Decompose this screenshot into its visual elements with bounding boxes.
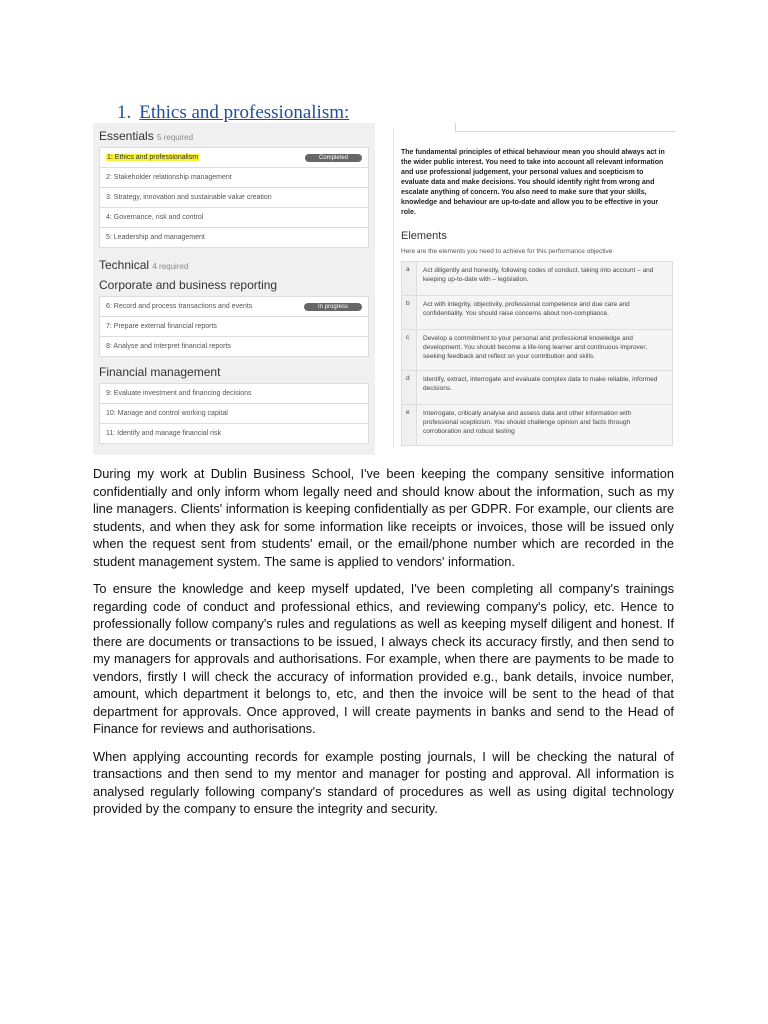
element-letter: b bbox=[402, 296, 416, 329]
elements-table bbox=[401, 261, 673, 446]
corporate-reporting-list bbox=[99, 296, 369, 357]
objective-item-3[interactable] bbox=[100, 188, 368, 208]
objective-item-6[interactable] bbox=[100, 297, 368, 317]
element-letter: d bbox=[402, 371, 416, 404]
tab-underline bbox=[455, 131, 675, 132]
element-letter: a bbox=[402, 262, 416, 295]
element-letter: c bbox=[402, 330, 416, 370]
objective-item-7[interactable] bbox=[100, 317, 368, 337]
status-badge-in-progress: In progress bbox=[304, 303, 362, 311]
objective-item-9[interactable] bbox=[100, 384, 368, 404]
panel-divider bbox=[393, 128, 394, 448]
objective-label: 1: Ethics and professionalism bbox=[107, 154, 199, 161]
essentials-required: 5 required bbox=[157, 133, 194, 142]
body-text bbox=[93, 465, 674, 828]
technical-title: Technical 4 required bbox=[99, 258, 189, 272]
status-badge-completed: Completed bbox=[305, 154, 362, 162]
heading-number: 1. bbox=[117, 102, 132, 123]
embedded-screenshot bbox=[93, 123, 677, 455]
objective-label: 7: Prepare external financial reports bbox=[106, 323, 217, 330]
objective-item-10[interactable] bbox=[100, 404, 368, 424]
element-row bbox=[402, 405, 672, 445]
objective-item-1[interactable] bbox=[100, 148, 368, 168]
element-text: Identify, extract, interrogate and evaluate complex data to make reliable, informed decisions. bbox=[416, 371, 672, 404]
objective-intro: The fundamental principles of ethical behaviour mean you should always act in the wider public interest. You need to take into account all relevant information and use professional judgement, your personal values and scepticism to evaluate data and make decisions. You should identify right from wrong and escalate anything of concern. You also need to make sure that your skills, knowledge and behaviour are up-to-date and allow you to be effective in your role. bbox=[401, 149, 665, 216]
element-row bbox=[402, 262, 672, 296]
element-text: Act diligently and honestly, following codes of conduct, taking into account – and keeping up-to-date with – legislation. bbox=[416, 262, 672, 295]
objective-label: 9: Evaluate investment and financing decisions bbox=[106, 390, 252, 397]
objectives-panel bbox=[93, 123, 375, 455]
objective-item-2[interactable] bbox=[100, 168, 368, 188]
objective-item-8[interactable] bbox=[100, 337, 368, 356]
paragraph-accounting-records: When applying accounting records for example posting journals, I will be checking the natural of transactions and then send to my mentor and manager for posting and approval. All information is analysed regularly following company's standard of procedures as well as using digital technology provided by the company to ensure the integrity and security. bbox=[93, 748, 674, 816]
essentials-title: Essentials 5 required bbox=[99, 129, 194, 143]
paragraph-training: To ensure the knowledge and keep myself updated, I've been completing all company's trainings regarding code of conduct and professional ethics, and reviewing company's policy, etc. Hence to professionally follow company's rules and regulations as well as keeping myself diligent and honest. If there are documents or transactions to be issued, I always check its accuracy firstly, and then send to my managers for approvals and authorisations. For example, when there are payments to be made to vendors, firstly I will check the accuracy of information provided e.g., bank details, invoice number, amount, which department it belongs to, etc, and then the invoice will be sent to the head of that department for approvals. Once approved, I will create payments in banks and send to the Head of Finance for reviews and authorisations. bbox=[93, 581, 674, 736]
technical-required: 4 required bbox=[152, 262, 189, 271]
essentials-list bbox=[99, 147, 369, 248]
objective-label: 3: Strategy, innovation and sustainable value creation bbox=[106, 194, 272, 201]
elements-subtitle: Here are the elements you need to achieve for this performance objective bbox=[401, 248, 613, 255]
objective-label: 4: Governance, risk and control bbox=[106, 214, 204, 221]
heading-title: Ethics and professionalism: bbox=[139, 102, 350, 123]
objective-label: 10: Manage and control working capital bbox=[106, 410, 228, 417]
element-text: Interrogate, critically analyse and assess data and other information with professional scepticism. You should challenge opinion and facts through corroboration and robust testing bbox=[416, 405, 672, 445]
elements-title: Elements bbox=[401, 230, 447, 242]
element-row bbox=[402, 296, 672, 330]
objective-label: 11: Identify and manage financial risk bbox=[106, 430, 222, 437]
element-letter: e bbox=[402, 405, 416, 445]
objective-item-5[interactable] bbox=[100, 228, 368, 247]
element-row bbox=[402, 330, 672, 371]
paragraph-confidentiality: During my work at Dublin Business School, I've been keeping the company sensitive information confidentially and only inform whom legally need and should know about the information, such as my line managers. Clients' information is keeping confidentially as per GDPR. For example, our clients are students, and when they ask for some information like receipts or invoices, those will be issued only when the request sent from students' email, or the email/phone number which are recorded in the student management system. The same is applied to vendors' information. bbox=[93, 466, 674, 569]
objective-label: 5: Leadership and management bbox=[106, 234, 205, 241]
objective-detail-panel bbox=[393, 123, 677, 455]
objective-label: 8: Analyse and interpret financial reports bbox=[106, 343, 231, 350]
objective-item-4[interactable] bbox=[100, 208, 368, 228]
group-title-financial-management: Financial management bbox=[99, 365, 221, 379]
financial-management-list bbox=[99, 383, 369, 444]
element-row bbox=[402, 371, 672, 405]
element-text: Develop a commitment to your personal and professional knowledge and development. You should become a life-long learner and continuous improver, seeking feedback and reflect on your contribution and skills. bbox=[416, 330, 672, 370]
objective-item-11[interactable] bbox=[100, 424, 368, 443]
objective-label: 6: Record and process transactions and events bbox=[106, 303, 253, 310]
element-text: Act with integrity, objectivity, professional competence and due care and confidentiality. You should raise concerns about non-compliance. bbox=[416, 296, 672, 329]
section-heading bbox=[117, 102, 349, 124]
objective-label: 2: Stakeholder relationship management bbox=[106, 174, 232, 181]
group-title-corporate-reporting: Corporate and business reporting bbox=[99, 278, 278, 292]
